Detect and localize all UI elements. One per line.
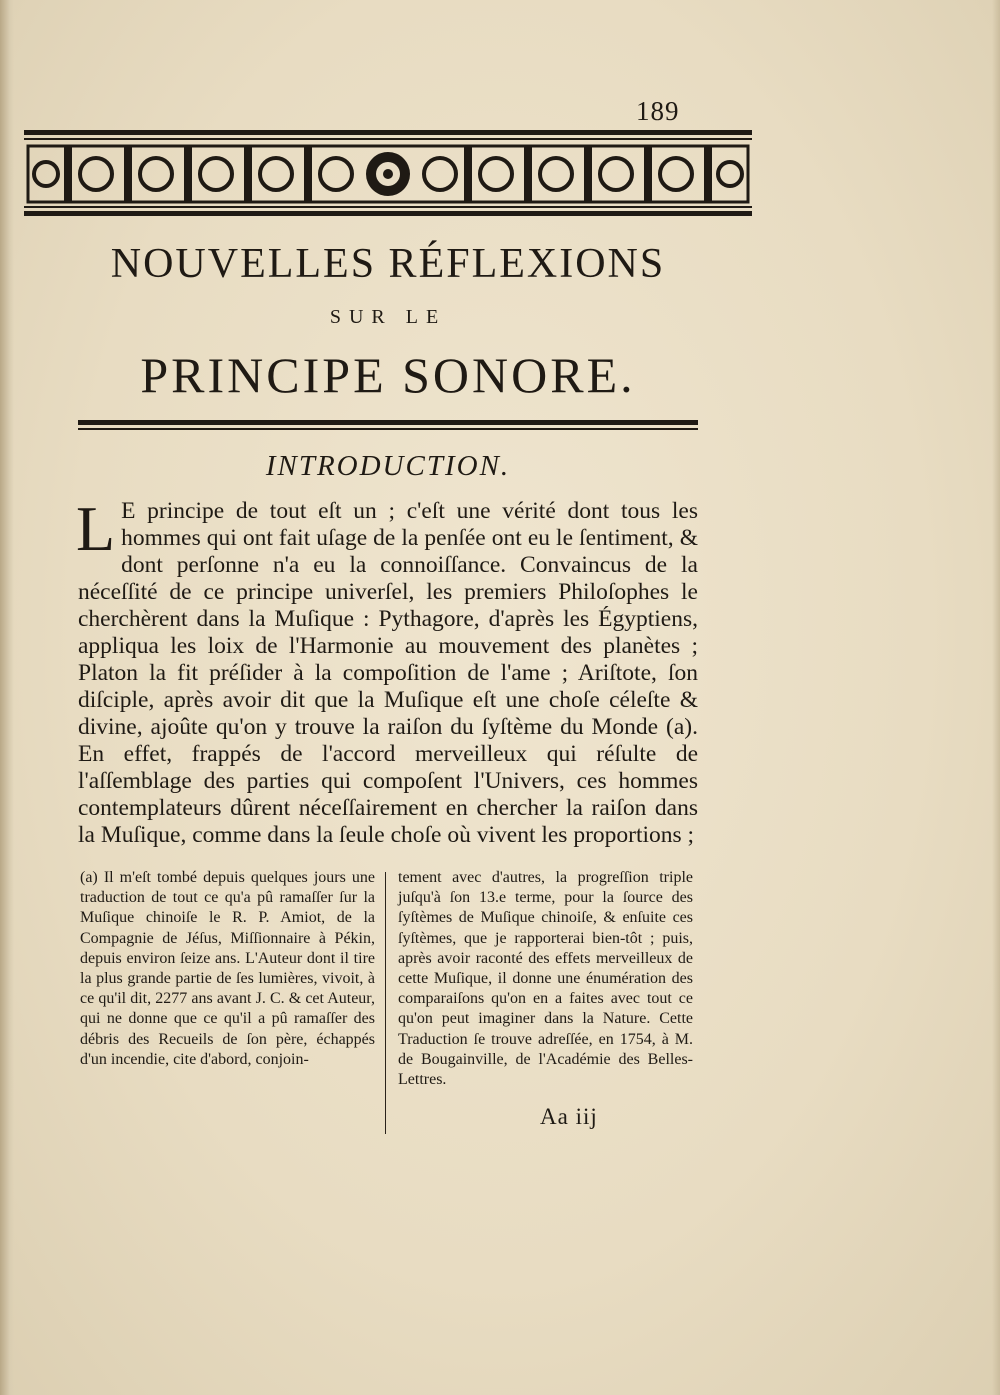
drop-cap: L xyxy=(76,493,116,564)
ornamental-headpiece xyxy=(24,128,752,218)
page-edge-shadow xyxy=(0,0,14,1395)
subtitle: SUR LE xyxy=(329,306,447,328)
footnote-right-text: tement avec d'autres, la progreſſion triple juſqu'à ſon 13.e terme, pour la ſource des ſyſtèmes de Muſique chinoiſe, & enſuite ces ſyſtèmes, que je rapporterai bien-tôt ; puis, après avoir raconté des effets merveilleux de cette Muſique, il donne une énumération des comparaiſons qu'on en a faites avec tout ce qu'on peut imaginer dans la Nature. Cette Traduction ſe trouve adreſſée, en 1754, à M. de Bougainville, de l'Académie des Belles-Lettres. xyxy=(398,869,693,1089)
section-heading: INTRODUCTION. xyxy=(265,450,511,482)
signature-mark: Aa iij xyxy=(540,1104,598,1129)
footnote-left-text: (a) Il m'eſt tombé depuis quelques jours une traduction de tout ce qu'a pû ramaſſer ſur la Muſique chinoiſe le R. P. Amiot, de la Compagnie de Jéſus, Miſſionnaire à Pékin, depuis environ ſeize ans. L'Auteur dont il tire la plus grande partie de ſes lumières, vivoit, à ce qu'il dit, 2277 ans avant J. C. & cet Auteur, qui ne donne que ce qu'il a pû ramaſſer des débris des Recueils de ſon père, échappés d'un incendie, cite d'abord, conjoin- xyxy=(80,869,375,1068)
footnote-left-column xyxy=(80,868,375,1070)
footnote-right-column xyxy=(398,868,693,1090)
main-title: NOUVELLES RÉFLEXIONS xyxy=(110,241,666,287)
main-title-second-line: PRINCIPE SONORE. xyxy=(140,347,636,403)
page-edge-right xyxy=(992,0,1000,1395)
page-number: 189 xyxy=(636,96,680,126)
double-rule xyxy=(78,420,698,430)
body-text xyxy=(76,493,698,849)
body-paragraph: E principe de tout eſt un ; c'eſt une vérité dont tous les hommes qui ont fait uſage de la penſée ont eu le ſentiment, & dont perſonne n'a eu la connoiſſance. Convaincus de la néceſſité de ce principe univerſel, les premiers Philoſophes le cherchèrent dans la Muſique : Pythagore, d'après les Égyptiens, appliqua les loix de l'Harmonie au mouvement des planètes ; Platon la fit préſider à la compoſition de l'ame ; Ariſtote, ſon diſciple, après avoir dit que la Muſique eſt une choſe céleſte & divine, ajoûte qu'on y trouve la raiſon du ſyſtème du Monde (a). En effet, frappés de l'accord merveilleux qui réſulte de l'aſſemblage des parties qui compoſent l'Univers, ces hommes contemplateurs dûrent néceſſairement en chercher la raiſon dans la Muſique, comme dans la ſeule choſe où vivent les proportions ; xyxy=(78,498,698,848)
column-divider xyxy=(385,872,386,1134)
